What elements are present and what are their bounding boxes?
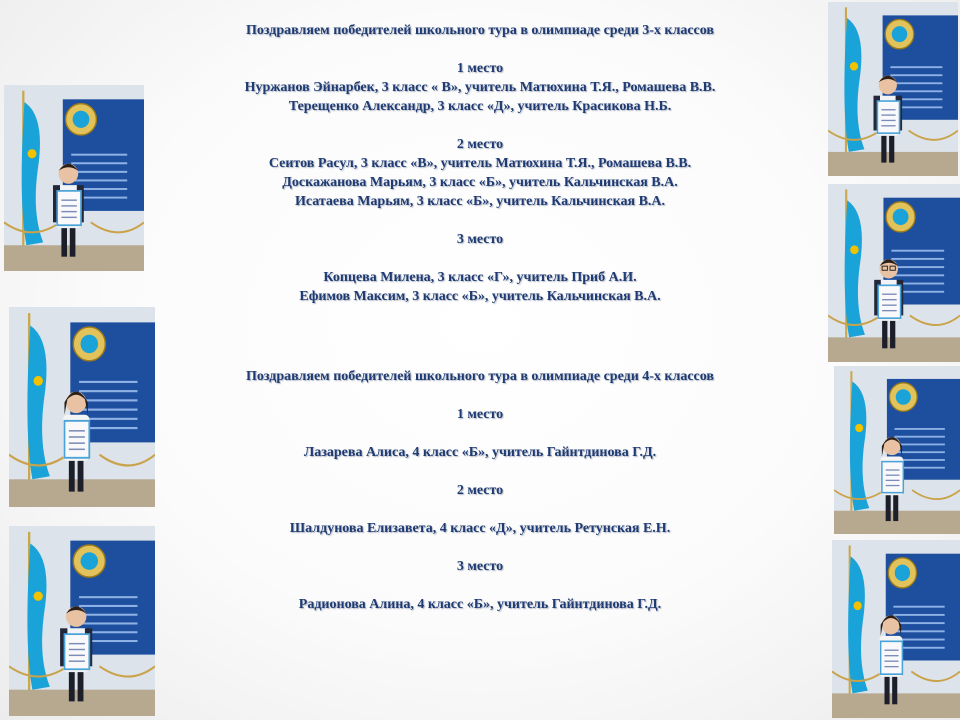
grade3-first-place-label: 1 место xyxy=(456,61,504,76)
certificate-icon xyxy=(64,634,89,669)
certificate-text-line xyxy=(69,442,85,444)
emblem-center xyxy=(893,209,909,225)
photo-scene xyxy=(828,2,958,176)
winner-line: Сеитов Расул, 3 класс «В», учитель Матюхина Т.Я., Ромашева В.В. xyxy=(268,156,692,171)
winner-photo xyxy=(834,366,960,534)
board-text-line xyxy=(890,90,942,92)
certificate-text-line xyxy=(881,125,895,126)
winner-line: Исатаева Марьям, 3 класс «Б», учитель Кальчинская В.А. xyxy=(294,194,666,209)
photo-scene xyxy=(832,540,960,718)
child-leg xyxy=(892,674,897,704)
certificate-text-line xyxy=(884,650,898,651)
board-text-line xyxy=(79,381,137,383)
board-text-line xyxy=(894,428,944,430)
certificate-text-line xyxy=(881,109,895,110)
certificate-text-line xyxy=(69,449,85,451)
certificate-icon xyxy=(57,191,81,225)
grade3-section xyxy=(160,21,800,306)
winner-line: Доскажанова Марьям, 3 класс «Б», учитель Кальчинская В.А. xyxy=(282,175,678,190)
board-text-line xyxy=(79,390,137,392)
winner-line: Нуржанов Эйнарбек, 3 класс « В», учитель Матюхина Т.Я., Ромашева В.В. xyxy=(244,80,716,95)
board-text-line xyxy=(893,622,944,624)
board-text-line xyxy=(79,622,137,624)
child-face xyxy=(882,615,900,634)
winner-photo xyxy=(9,307,155,507)
child-face xyxy=(883,437,901,455)
board-text-line xyxy=(894,436,944,438)
child-leg xyxy=(70,225,76,256)
board-text-line xyxy=(71,162,127,164)
child-leg xyxy=(893,493,898,521)
photo-scene xyxy=(828,184,960,362)
photo-scene xyxy=(9,526,155,716)
grade4-second-place-label: 2 место xyxy=(456,483,504,498)
emblem-center xyxy=(895,565,910,581)
certificate-text-line xyxy=(882,299,897,300)
emblem-center xyxy=(81,335,99,353)
certificate-icon xyxy=(64,421,89,458)
board-text-line xyxy=(890,66,942,68)
grade4-third-place-label: 3 место xyxy=(456,559,504,574)
certificate-icon xyxy=(878,285,900,318)
certificate-text-line xyxy=(881,114,895,115)
winner-photo xyxy=(828,2,958,176)
certificate-text-line xyxy=(884,655,898,656)
board-text-line xyxy=(79,596,137,598)
grade3-heading: Поздравляем победителей школьного тура в олимпиаде среди 3-х классов xyxy=(246,23,714,38)
board-text-line xyxy=(71,179,127,181)
certificate-text-line xyxy=(69,430,85,432)
board-text-line xyxy=(890,74,942,76)
certificate-text-line xyxy=(882,294,897,295)
child-leg xyxy=(69,458,75,492)
child-leg xyxy=(884,674,889,704)
winner-photo xyxy=(4,85,144,271)
board-text-line xyxy=(894,444,944,446)
certificate-icon xyxy=(882,462,903,493)
winner-line: Лазарева Алиса, 4 класс «Б», учитель Гайнтдинова Г.Д. xyxy=(303,445,657,460)
winner-photo xyxy=(832,540,960,718)
grade4-section xyxy=(160,367,800,614)
photo-scene xyxy=(834,366,960,534)
certificate-text-line xyxy=(886,475,900,476)
winner-line: Радионова Алина, 4 класс «Б», учитель Гайнтдинова Г.Д. xyxy=(298,597,662,612)
certificate-text-line xyxy=(886,485,900,486)
certificate-icon xyxy=(881,641,903,674)
flag-sun-icon xyxy=(854,601,862,610)
winner-line: Ефимов Максим, 3 класс «Б», учитель Кальчинская В.А. xyxy=(299,289,661,304)
child-leg xyxy=(78,669,84,701)
board-text-line xyxy=(71,154,127,156)
certificate-text-line xyxy=(886,469,900,470)
flag-sun-icon xyxy=(850,62,858,71)
certificate-icon xyxy=(877,101,899,133)
board-text-line xyxy=(79,614,137,616)
board-text-line xyxy=(893,614,944,616)
child-leg xyxy=(78,458,84,492)
winner-line: Терещенко Александр, 3 класс «Д», учитель Красикова Н.Б. xyxy=(288,99,672,114)
certificate-text-line xyxy=(884,660,898,661)
emblem-center xyxy=(81,552,99,570)
certificate-text-line xyxy=(882,310,897,311)
board-text-line xyxy=(79,605,137,607)
photo-scene xyxy=(9,307,155,507)
certificate-text-line xyxy=(61,211,76,212)
grade3-second-place-label: 2 место xyxy=(456,137,504,152)
emblem-center xyxy=(896,389,911,405)
winner-line: Копцева Милена, 3 класс «Г», учитель Приб А.И. xyxy=(323,270,637,285)
certificate-text-line xyxy=(69,436,85,438)
child-leg xyxy=(889,133,894,162)
child-leg xyxy=(890,318,895,348)
child-leg xyxy=(881,133,886,162)
winner-line: Шалдунова Елизавета, 4 класс «Д», учитель Ретунская Е.Н. xyxy=(289,521,671,536)
board-text-line xyxy=(893,606,944,608)
board-text-line xyxy=(890,82,942,84)
certificate-text-line xyxy=(886,480,900,481)
board-text-line xyxy=(891,266,944,268)
certificate-text-line xyxy=(884,666,898,667)
board-text-line xyxy=(79,399,137,401)
board-text-line xyxy=(891,250,944,252)
flag-sun-icon xyxy=(850,245,858,254)
certificate-text-line xyxy=(61,205,76,206)
board-text-line xyxy=(891,258,944,260)
board-text-line xyxy=(891,274,944,276)
board-text-line xyxy=(71,171,127,173)
flag-sun-icon xyxy=(855,424,863,432)
winner-photo xyxy=(9,526,155,716)
certificate-text-line xyxy=(69,643,85,644)
child-leg xyxy=(886,493,891,521)
child-face xyxy=(66,392,86,414)
winner-photo xyxy=(828,184,960,362)
flag-sun-icon xyxy=(34,376,43,386)
child-leg xyxy=(882,318,887,348)
certificate-text-line xyxy=(61,217,76,218)
flag-sun-icon xyxy=(28,149,37,158)
emblem-center xyxy=(892,26,908,42)
certificate-text-line xyxy=(69,655,85,656)
certificate-text-line xyxy=(61,199,76,200)
board-text-line xyxy=(79,409,137,411)
emblem-center xyxy=(73,111,90,128)
certificate-text-line xyxy=(882,304,897,305)
certificate-text-line xyxy=(881,120,895,121)
photo-scene xyxy=(4,85,144,271)
child-leg xyxy=(69,669,75,701)
grade4-heading: Поздравляем победителей школьного тура в олимпиаде среди 4-х классов xyxy=(246,369,714,384)
grade3-third-place-label: 3 место xyxy=(456,232,504,247)
certificate-text-line xyxy=(69,660,85,661)
grade4-first-place-label: 1 место xyxy=(456,407,504,422)
flag-sun-icon xyxy=(34,591,43,600)
child-leg xyxy=(61,225,67,256)
certificate-text-line xyxy=(69,649,85,650)
